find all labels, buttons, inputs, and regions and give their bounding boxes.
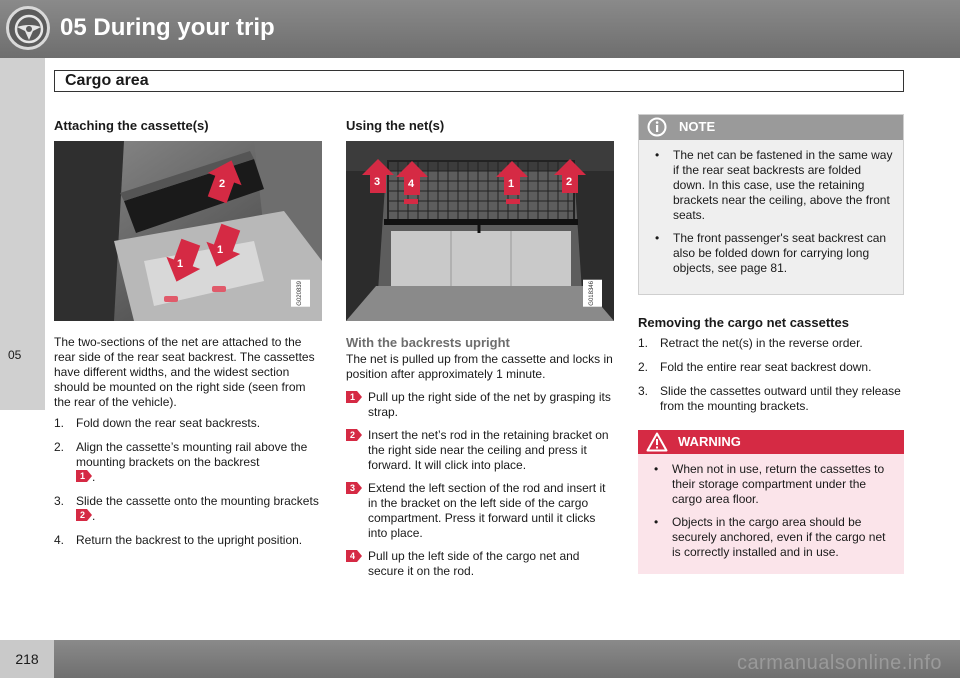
warning-header xyxy=(638,430,904,454)
steering-wheel-icon xyxy=(6,6,50,50)
list-item: 3. Slide the cassette onto the mounting brackets 2 . xyxy=(54,494,319,523)
section-title: Cargo area xyxy=(65,72,149,89)
list-item: 4. Return the backrest to the upright position. xyxy=(54,533,303,547)
list-item: 2 Insert the net’s rod in the retaining bracket on the right side near the ceiling and press it forward. It will click into place. xyxy=(346,428,614,473)
list-item: 2. Align the cassette’s mounting rail above the mounting brackets on the backrest 1 . xyxy=(54,440,308,484)
page-footer xyxy=(0,640,960,678)
heading-attaching-cassettes: Attaching the cassette(s) xyxy=(54,118,209,133)
heading-removing-cassettes: Removing the cargo net cassettes xyxy=(638,315,849,330)
step-marker-1-icon: 1 xyxy=(76,470,92,482)
list-item: 4 Pull up the left side of the cargo net and secure it on the rod. xyxy=(346,549,614,579)
list-item: • When not in use, return the cassettes to their storage compartment under the cargo area floor. xyxy=(646,462,896,507)
list-item: • The net can be fastened in the same way if the rear seat backrests are folded down. In this case, use the retaining brackets near the ceiling, above the front seats. xyxy=(647,148,895,223)
watermark: carmanualsonline.info xyxy=(736,652,942,674)
list-item: 1 Pull up the right side of the net by grasping its strap. xyxy=(346,390,614,420)
column-attaching-cassettes xyxy=(54,118,322,557)
svg-text:1: 1 xyxy=(217,244,224,256)
note-header xyxy=(639,115,903,140)
svg-text:2: 2 xyxy=(219,178,226,190)
removing-steps-list xyxy=(638,336,904,414)
svg-text:4: 4 xyxy=(408,178,415,190)
note-box xyxy=(638,114,904,295)
step-marker-2-icon: 2 xyxy=(76,509,92,521)
list-item: 2. Fold the entire rear seat backrest down. xyxy=(638,360,872,374)
chapter-title: 05 During your trip xyxy=(60,14,275,41)
cassette-mounting-photo xyxy=(54,141,322,321)
svg-text:1: 1 xyxy=(508,178,515,190)
paragraph-cassette-intro: The two-sections of the net are attached to the rear side of the rear seat backrest. The cassettes have different widths, and the widest section should be mounted on the right side (seen from the rear of the vehicle). xyxy=(54,335,315,409)
list-item: 1. Retract the net(s) in the reverse order. xyxy=(638,336,863,350)
svg-text:3: 3 xyxy=(374,176,381,188)
warning-title: WARNING xyxy=(678,434,741,449)
warning-triangle-icon xyxy=(646,432,668,456)
cargo-net-photo xyxy=(346,141,614,321)
warning-list xyxy=(646,462,896,560)
note-title: NOTE xyxy=(679,119,716,134)
attach-steps-list xyxy=(54,416,322,548)
list-item: 1. Fold down the rear seat backrests. xyxy=(54,416,261,430)
list-item: • Objects in the cargo area should be securely anchored, even if the cargo net is correctly installed and in use. xyxy=(646,515,896,560)
chapter-header xyxy=(0,0,960,58)
svg-text:2: 2 xyxy=(566,176,573,188)
warning-box xyxy=(638,430,904,574)
section-title-bar xyxy=(54,70,904,92)
list-item: • The front passenger's seat backrest can also be folded down for carrying long objects, see page 81. xyxy=(647,231,895,276)
paragraph-net-intro: The net is pulled up from the cassette and locks in position after approximately 1 minute. xyxy=(346,352,613,381)
image-code: G020839 xyxy=(291,280,310,307)
step-marker-icon: 4 xyxy=(346,550,362,562)
subheading-backrests-upright: With the backrests upright xyxy=(346,335,510,350)
list-item: 3. Slide the cassettes outward until they release from the mounting brackets. xyxy=(638,384,901,413)
step-marker-icon: 1 xyxy=(346,391,362,403)
heading-using-nets: Using the net(s) xyxy=(346,118,445,133)
info-icon xyxy=(647,117,667,141)
list-item: 3 Extend the left section of the rod and insert it in the bracket on the left side of the cargo compartment. Press it forward until it clicks into place. xyxy=(346,481,614,541)
column-notes xyxy=(638,118,904,574)
image-code: G018346 xyxy=(583,280,602,307)
column-using-nets xyxy=(346,118,614,587)
note-list xyxy=(647,148,895,276)
net-steps-list xyxy=(346,390,614,579)
step-marker-icon: 2 xyxy=(346,429,362,441)
chapter-side-tab xyxy=(0,58,45,410)
step-marker-icon: 3 xyxy=(346,482,362,494)
side-tab-label: 05 xyxy=(8,348,22,362)
svg-text:1: 1 xyxy=(177,258,184,270)
page-number: 218 xyxy=(0,640,54,678)
